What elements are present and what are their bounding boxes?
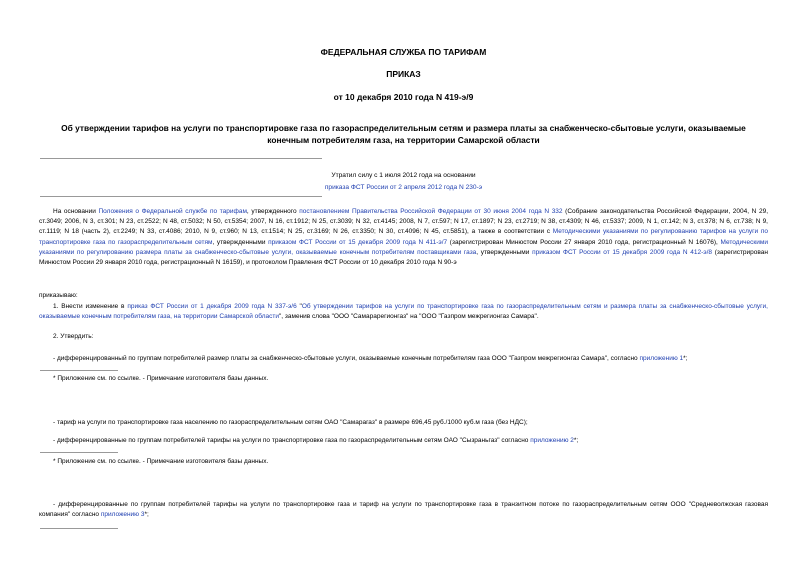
list-item bbox=[53, 355, 687, 362]
footnote-divider bbox=[40, 452, 118, 453]
list-item: - тариф на услуги по транспортировке газа населению по газораспределительным сетям ОАО "Самарагаз" в размере 696,45 руб./1000 куб.м газа (без НДС); bbox=[53, 419, 528, 426]
preamble-text: (Собрание законодательства Российской Федерации, 2004, N 29, ст.3049; 2006, N 3, ст.301; N 23, ст.2522; N 48, ст.5032; N 50, ст.5354; 2007, N 16, ст.1912; N 25, ст.3039; N 32, ст.4145; 2008, N 7, ст.597; N 17, ст.1897; N 23, ст.2719; N 38, ст.4309; N 46, ст.5337; 2009, N 1, ст.142; N 3, ст.378; N 6, ст.738; N 9, ст.1119; N 18 (часть 2), ст.2249; N 33, ст.4086; 2010, N 9, ст.960; N 13, ст.1514; N 25, ст.3169; N 26, ст.3350; N 30, ст.4096; N 45, ст.5851), а также в соответствии с bbox=[39, 208, 769, 236]
order-clause: приказываю: bbox=[39, 292, 78, 299]
expiry-text: Утратил силу с 1 июля 2012 года на основании bbox=[331, 172, 476, 179]
link-appendix-1[interactable]: приложению 1 bbox=[639, 355, 684, 362]
item-text: " bbox=[296, 303, 302, 310]
link-fst-order-412[interactable]: приказом ФСТ России от 15 декабря 2009 года N 412-э/8 bbox=[532, 248, 712, 256]
item-1 bbox=[39, 302, 768, 322]
footnote: * Приложение см. по ссылке. - Примечание изготовителя базы данных. bbox=[53, 375, 269, 382]
preamble bbox=[39, 207, 768, 268]
preamble-text: На основании bbox=[53, 208, 99, 215]
link-fst-regulation[interactable]: Положения о Федеральной службе по тарифам bbox=[98, 208, 247, 215]
footnote-divider bbox=[40, 528, 118, 529]
list-text: - дифференцированные по группам потребителей тарифы на услуги по транспортировке газа по газораспределительным сетям ОАО "Сызраньгаз" согласно bbox=[53, 437, 531, 444]
list-item bbox=[39, 500, 768, 520]
list-text: *; bbox=[683, 355, 688, 362]
expiry-note bbox=[0, 170, 807, 194]
list-text: - дифференцированный по группам потребителей размер платы за снабженческо-сбытовые услуги, оказываемые конечным потребителям газа ООО "Газпром межрегионгаз Самара", согласно bbox=[53, 355, 640, 362]
item-text: 1. Внести изменение в bbox=[53, 303, 128, 310]
expiry-divider bbox=[40, 196, 322, 197]
footnote-divider bbox=[40, 370, 118, 371]
doc-title: Об утверждении тарифов на услуги по транспортировке газа по газораспределительным сетям и размера платы за снабженческо-сбытовые услуги, оказываемые конечным потребителям газа, на территории Самарской области bbox=[61, 123, 746, 145]
org-name: ФЕДЕРАЛЬНАЯ СЛУЖБА ПО ТАРИФАМ bbox=[320, 47, 487, 57]
list-text: - дифференцированные по группам потребителей тарифы на услуги по транспортировке газа и тариф на услуги по транспортировке газа в транзитном потоке по газораспределительным сетям ООО "Средневолжская газовая компания" согласно bbox=[39, 501, 768, 519]
link-gov-resolution[interactable]: постановлением Правительства Российской Федерации от 30 июня 2004 года N 332 bbox=[299, 208, 563, 215]
link-appendix-2[interactable]: приложению 2 bbox=[530, 437, 574, 444]
list-text: *; bbox=[144, 511, 149, 519]
list-text: *; bbox=[573, 437, 579, 444]
link-fst-order-337[interactable]: приказ ФСТ России от 1 декабря 2009 года N 337-э/6 bbox=[127, 303, 297, 310]
link-methodical-guidelines-1[interactable]: Методическими указаниями по регулированию тарифов на услуги по транспортировке газа по газораспределительным сетям bbox=[39, 228, 769, 246]
preamble-text: , утвержденного bbox=[246, 208, 300, 215]
expiry-link[interactable]: приказа ФСТ России от 2 апреля 2012 года N 230-э bbox=[324, 184, 483, 191]
link-methodical-guidelines-2[interactable]: Методическими указаниями по регулированию размера платы за снабженческо-сбытовые услуги, оказываемые конечным потребителям поставщиками газа bbox=[39, 238, 768, 256]
link-order-title[interactable]: Об утверждении тарифов на услуги по транспортировке газа по газораспределительным сетям и размера платы за снабженческо-сбытовые услуги, оказываемые конечным потребителям газа, на территории Самарской области bbox=[39, 303, 768, 321]
list-item bbox=[53, 437, 578, 444]
item-2: 2. Утвердить: bbox=[53, 333, 94, 340]
preamble-text: , утвержденными bbox=[212, 238, 269, 246]
link-fst-order-411[interactable]: приказом ФСТ России от 15 декабря 2009 года N 411-э/7 bbox=[268, 238, 448, 246]
title-divider bbox=[40, 158, 322, 159]
footnote: * Приложение см. по ссылке. - Примечание изготовителя базы данных. bbox=[53, 458, 269, 465]
preamble-text: , утвержденными bbox=[476, 248, 533, 256]
preamble-text: (зарегистрирован Минюстом России 29 января 2010 года, регистрационный N 16159), и протоколом Правления ФСТ России от 10 декабря 2010 года N 90-э bbox=[39, 248, 768, 267]
doc-date: от 10 декабря 2010 года N 419-э/9 bbox=[333, 92, 474, 102]
preamble-text: (зарегистрирован Минюстом России 27 января 2010 года, регистрационный N 16076), bbox=[447, 238, 721, 246]
item-text: ", заменив слова "ООО "Самарарегионгаз" на "ООО "Газпром межрегионгаз Самара". bbox=[278, 313, 539, 321]
doc-type: ПРИКАЗ bbox=[386, 69, 421, 79]
link-appendix-3[interactable]: приложению 3 bbox=[100, 511, 145, 519]
